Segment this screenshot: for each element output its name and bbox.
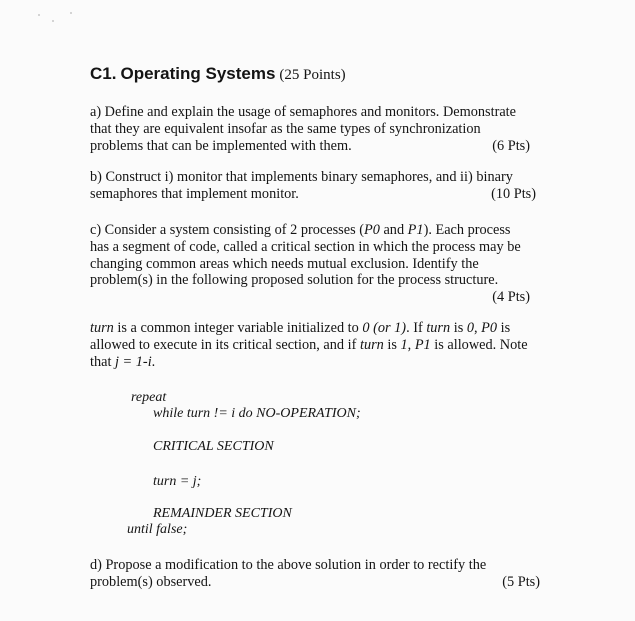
note-text: . If xyxy=(406,320,427,336)
code-critical-section: CRITICAL SECTION xyxy=(153,439,274,454)
part-c-points: (4 Pts) xyxy=(492,289,530,306)
question-points: (25 Points) xyxy=(279,67,346,83)
part-b-line: b) Construct i) monitor that implements binary semaphores, and ii) binary xyxy=(90,169,513,185)
part-a-line xyxy=(90,138,540,155)
part-c-line: has a segment of code, called a critical section in which the process may be xyxy=(90,238,521,255)
part-a-points: (6 Pts) xyxy=(492,137,530,154)
part-d-line: d) Propose a modification to the above solution in order to rectify the xyxy=(90,557,487,573)
note-init: 0 (or 1) xyxy=(362,320,407,336)
process-p0: P0 xyxy=(481,320,498,336)
note-text: , xyxy=(474,320,482,336)
code-while: while turn != i do NO-OPERATION; xyxy=(153,406,361,421)
note-text: is a common integer variable initialized to xyxy=(113,320,363,336)
note-text: , xyxy=(407,336,415,353)
part-a xyxy=(90,104,540,154)
part-c-text: c) Consider a system consisting of 2 processes ( xyxy=(90,222,364,238)
process-p1: P1 xyxy=(414,336,431,353)
scan-speck xyxy=(38,14,40,16)
turn-note xyxy=(90,320,540,370)
note-text: allowed to execute in its critical section, and if xyxy=(90,336,360,353)
part-d-line xyxy=(90,574,540,591)
part-b-text: semaphores that implement monitor. xyxy=(90,185,299,202)
code-remainder-section: REMAINDER SECTION xyxy=(153,506,292,521)
part-b xyxy=(90,169,540,203)
note-text: is xyxy=(497,320,511,336)
part-c-line xyxy=(90,222,540,239)
note-value: 1 xyxy=(400,336,408,353)
var-turn: turn xyxy=(359,336,384,353)
part-b-points: (10 Pts) xyxy=(491,185,536,202)
part-a-line: a) Define and explain the usage of semaphores and monitors. Demonstrate xyxy=(90,104,516,120)
question-title: Operating Systems xyxy=(120,64,276,83)
scan-speck xyxy=(52,20,54,22)
part-c-line: changing common areas which needs mutual exclusion. Identify the xyxy=(90,255,479,272)
part-a-text: problems that can be implemented with them. xyxy=(90,137,352,154)
question-heading xyxy=(90,64,346,85)
turn-note-line xyxy=(90,337,540,354)
scan-speck xyxy=(70,12,72,14)
turn-note-line xyxy=(90,320,540,337)
process-p1: P1 xyxy=(407,222,424,238)
turn-note-line xyxy=(90,354,540,371)
part-c-line: problem(s) in the following proposed solution for the process structure. xyxy=(90,272,499,289)
question-code: C1. xyxy=(90,64,117,83)
code-repeat: repeat xyxy=(131,390,167,405)
part-d-text: problem(s) observed. xyxy=(90,573,212,590)
code-assign: turn = j; xyxy=(153,474,202,489)
part-d-points: (5 Pts) xyxy=(502,573,540,590)
process-p0: P0 xyxy=(363,222,380,238)
part-a-line: that they are equivalent insofar as the same types of synchronization xyxy=(90,120,481,137)
note-value: 0 xyxy=(466,320,474,336)
part-c-text: ). Each process xyxy=(423,222,511,238)
note-text: that xyxy=(90,353,116,370)
var-turn: turn xyxy=(90,320,114,336)
code-until: until false; xyxy=(127,522,188,537)
part-d xyxy=(90,557,540,591)
part-b-line xyxy=(90,186,540,203)
note-text: is xyxy=(450,320,467,336)
note-expr: j = 1-i xyxy=(115,353,152,370)
note-text: is allowed. Note xyxy=(430,336,528,353)
var-turn: turn xyxy=(426,320,451,336)
part-c xyxy=(90,222,540,306)
part-c-text: and xyxy=(379,222,408,238)
note-text: . xyxy=(151,353,156,370)
note-text: is xyxy=(383,336,401,353)
